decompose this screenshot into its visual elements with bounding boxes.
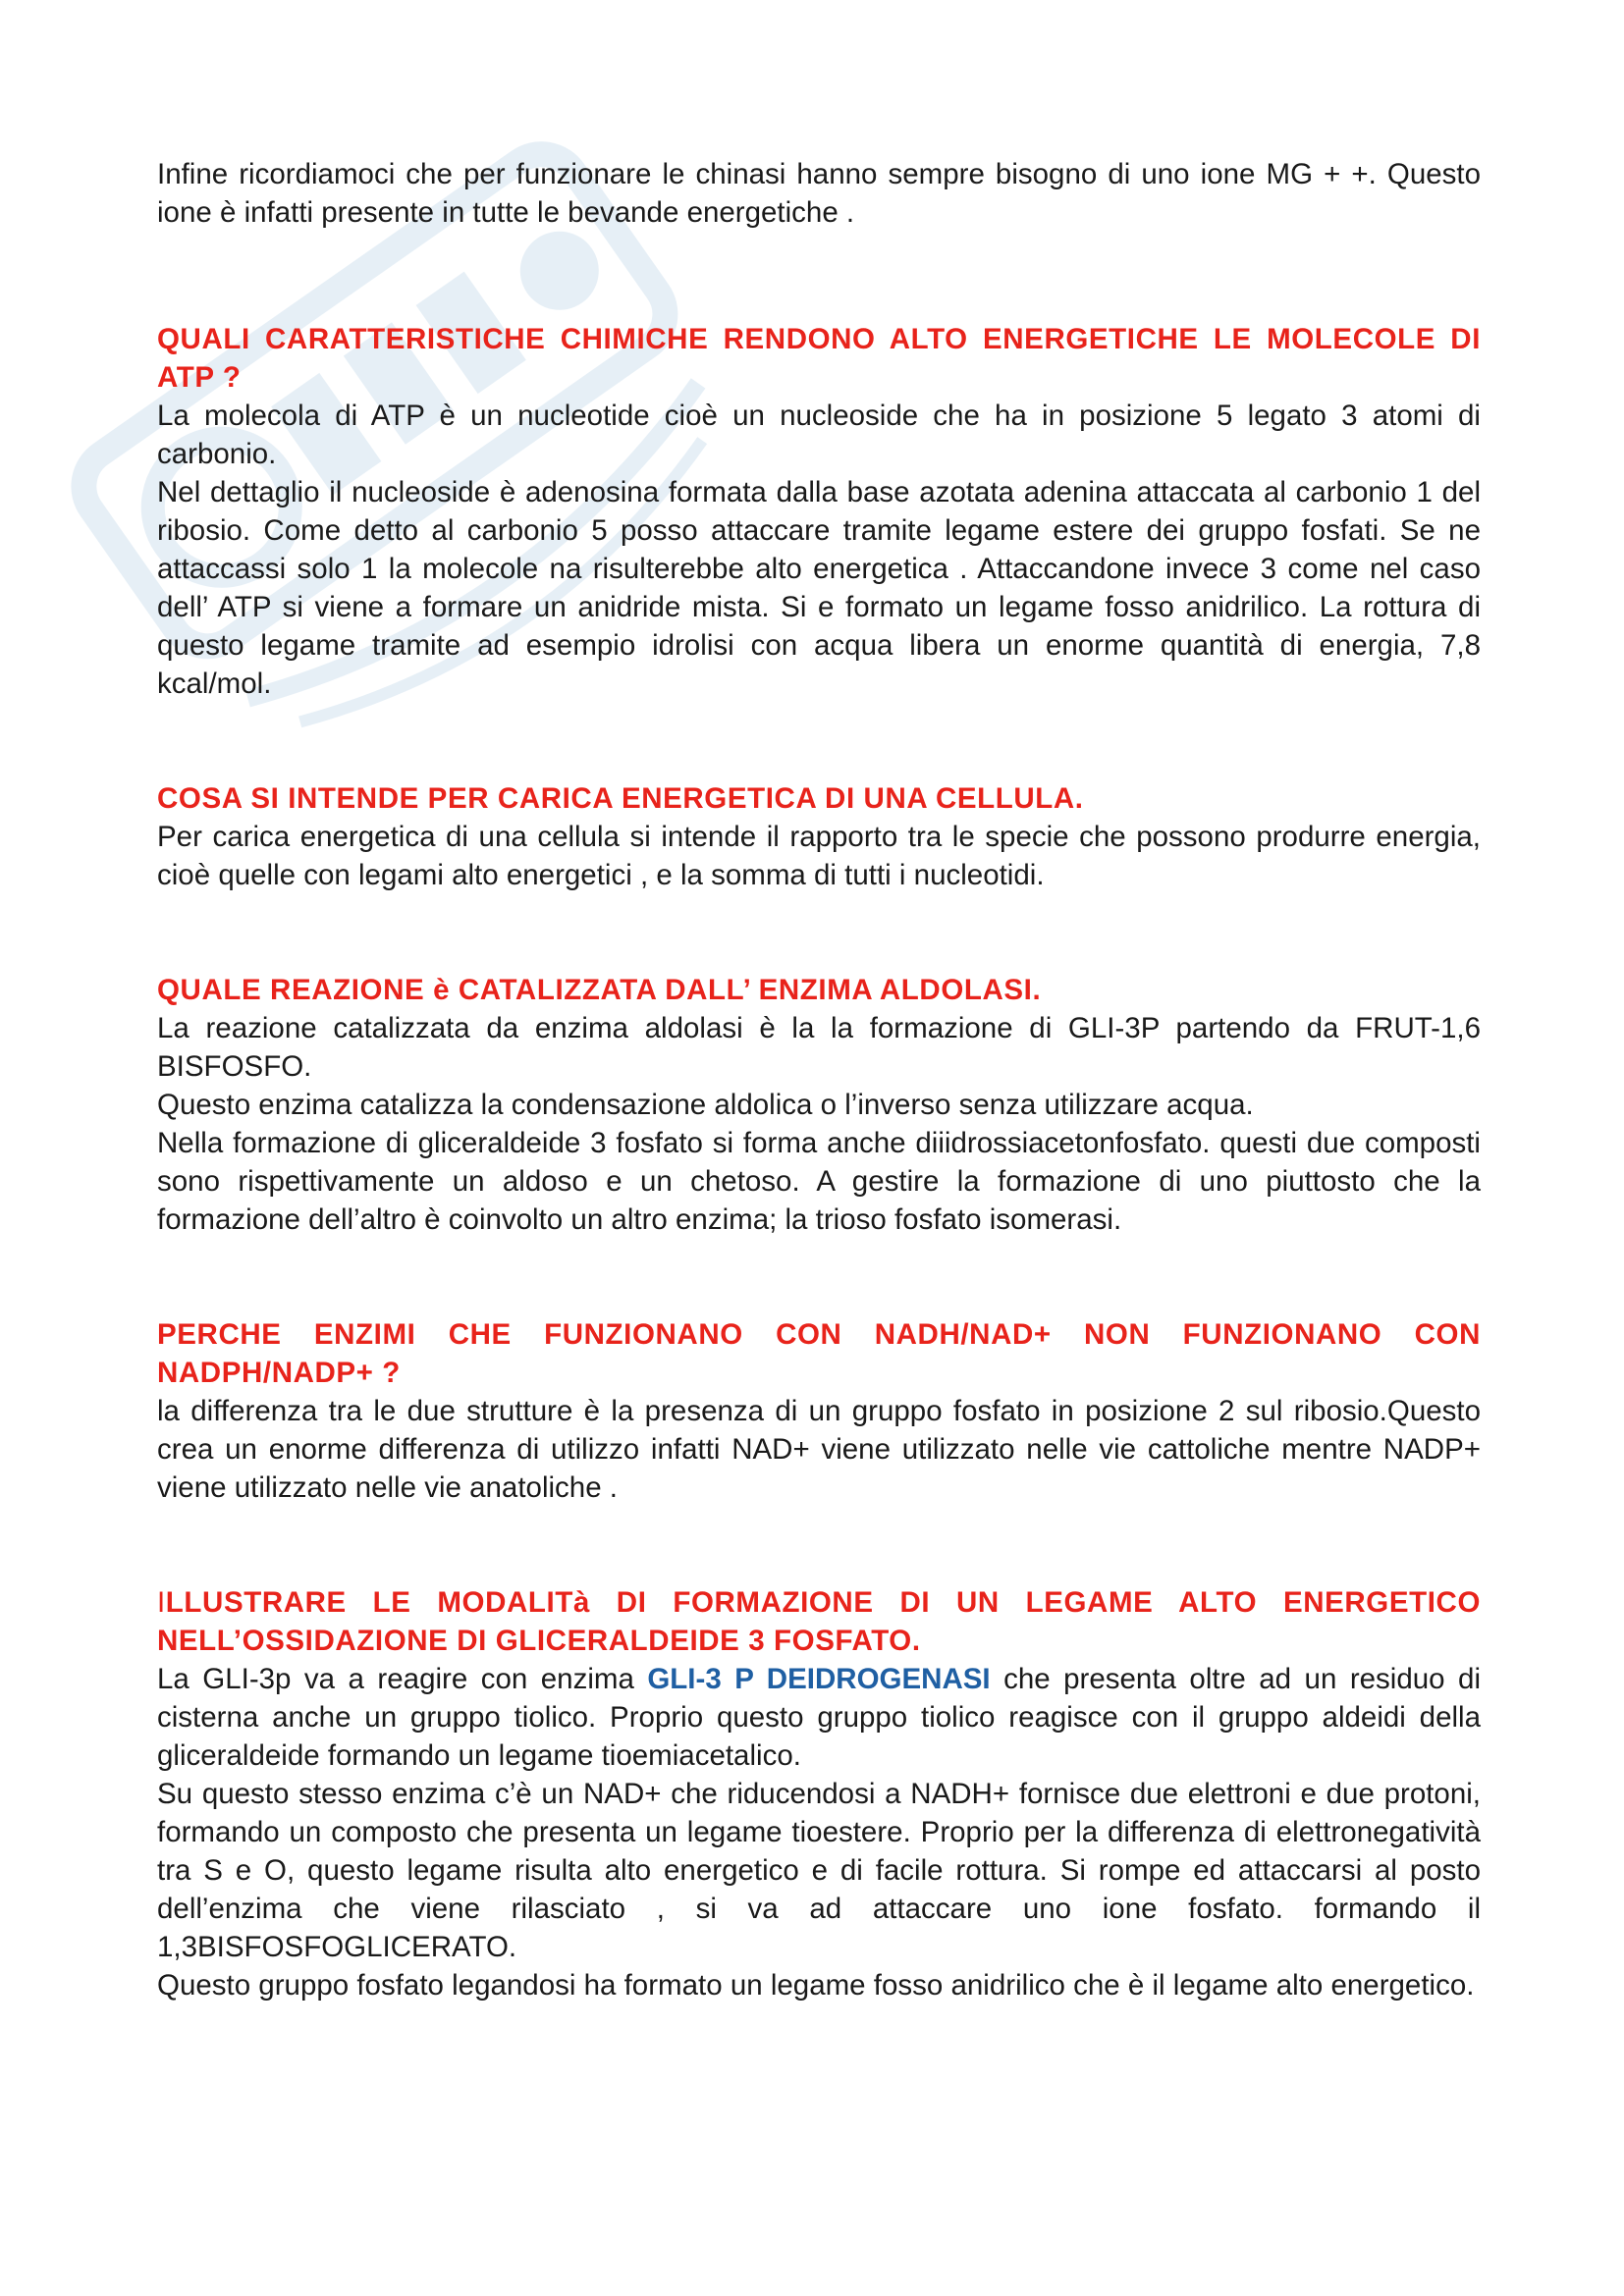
question-heading: PERCHE ENZIMI CHE FUNZIONANO CON NADH/NAD+ NON FUNZIONANO CON NADPH/NADP+ ? — [157, 1318, 1481, 1389]
question-rest: LLUSTRARE LE MODALITà DI FORMAZIONE DI UN LEGAME ALTO ENERGETICO NELL’OSSIDAZIONE DI GLICERALDEIDE 3 FOSFATO. — [157, 1586, 1481, 1657]
answer-paragraph — [157, 1660, 1481, 1775]
section-gliceraldeide — [157, 1583, 1481, 2004]
enzyme-highlight: GLI-3 P DEIDROGENASI — [647, 1663, 991, 1695]
text-run: La GLI-3p va a reagire con enzima — [157, 1663, 648, 1695]
section-atp — [157, 320, 1481, 703]
answer-paragraph: Su questo stesso enzima c’è un NAD+ che riducendosi a NADH+ fornisce due elettroni e due protoni, formando un composto che presenta un legame tioestere. Proprio per la differenza di elettronegatività tra S e O, questo legame risulta alto energetico e di facile rottura. Si rompe ed attaccarsi al posto dell’enzima che viene rilasciato , si va ad attaccare uno ione fosfato. formando il 1,3BISFOSFOGLICERATO. — [157, 1778, 1481, 1963]
section-aldolasi — [157, 971, 1481, 1239]
question-heading: QUALE REAZIONE è CATALIZZATA DALL’ ENZIMA ALDOLASI. — [157, 974, 1042, 1006]
section-nadh-nadph — [157, 1315, 1481, 1507]
answer-paragraph: Nella formazione di gliceraldeide 3 fosfato si forma anche diiidrossiacetonfosfato. questi due composti sono rispettivamente un aldoso e un chetoso. A gestire la formazione di uno piuttosto che la formazione dell’altro è coinvolto un altro enzima; la trioso fosfato isomerasi. — [157, 1127, 1481, 1236]
document-page — [157, 155, 1481, 2004]
section-carica-energetica — [157, 779, 1481, 894]
question-heading: COSA SI INTENDE PER CARICA ENERGETICA DI UNA CELLULA. — [157, 782, 1084, 815]
answer-paragraph: Nel dettaglio il nucleoside è adenosina formata dalla base azotata adenina attaccata al carbonio 1 del ribosio. Come detto al carbonio 5 posso attaccare tramite legame estere dei gruppo fosfati. Se ne attaccassi solo 1 la molecole na risulterebbe alto energetica . Attaccandone invece 3 come nel caso dell’ ATP si viene a formare un anidride mista. Si e formato un legame fosso anidrilico. La rottura di questo legame tramite ad esempio idrolisi con acqua libera un enorme quantità di energia, 7,8 kcal/mol. — [157, 476, 1481, 700]
question-heading: QUALI CARATTERISTICHE CHIMICHE RENDONO ALTO ENERGETICHE LE MOLECOLE DI ATP ? — [157, 323, 1481, 394]
question-first-letter: I — [157, 1586, 166, 1619]
answer-paragraph: Questo enzima catalizza la condensazione aldolica o l’inverso senza utilizzare acqua. — [157, 1089, 1254, 1121]
intro-paragraph: Infine ricordiamoci che per funzionare le chinasi hanno sempre bisogno di uno ione MG + +. Questo ione è infatti presente in tutte le bevande energetiche . — [157, 158, 1481, 229]
question-heading — [157, 1583, 1481, 1660]
answer-paragraph: Questo gruppo fosfato legandosi ha formato un legame fosso anidrilico che è il legame alto energetico. — [157, 1969, 1475, 2002]
answer-paragraph: la differenza tra le due strutture è la presenza di un gruppo fosfato in posizione 2 sul ribosio.Questo crea un enorme differenza di utilizzo infatti NAD+ viene utilizzato nelle vie cattoliche mentre NADP+ viene utilizzato nelle vie anatoliche . — [157, 1395, 1481, 1504]
text-run: che presenta oltre ad un residuo di cisterna anche un gruppo tiolico. Proprio questo gruppo tiolico reagisce con il gruppo aldeidi della gliceraldeide formando un legame tioemiacetalico. — [157, 1663, 1482, 1772]
answer-paragraph: Per carica energetica di una cellula si intende il rapporto tra le specie che possono produrre energia, cioè quelle con legami alto energetici , e la somma di tutti i nucleotidi. — [157, 821, 1481, 891]
answer-paragraph: La molecola di ATP è un nucleotide cioè un nucleoside che ha in posizione 5 legato 3 atomi di carbonio. — [157, 400, 1481, 470]
answer-paragraph: La reazione catalizzata da enzima aldolasi è la la formazione di GLI-3P partendo da FRUT-1,6 BISFOSFO. — [157, 1012, 1481, 1083]
